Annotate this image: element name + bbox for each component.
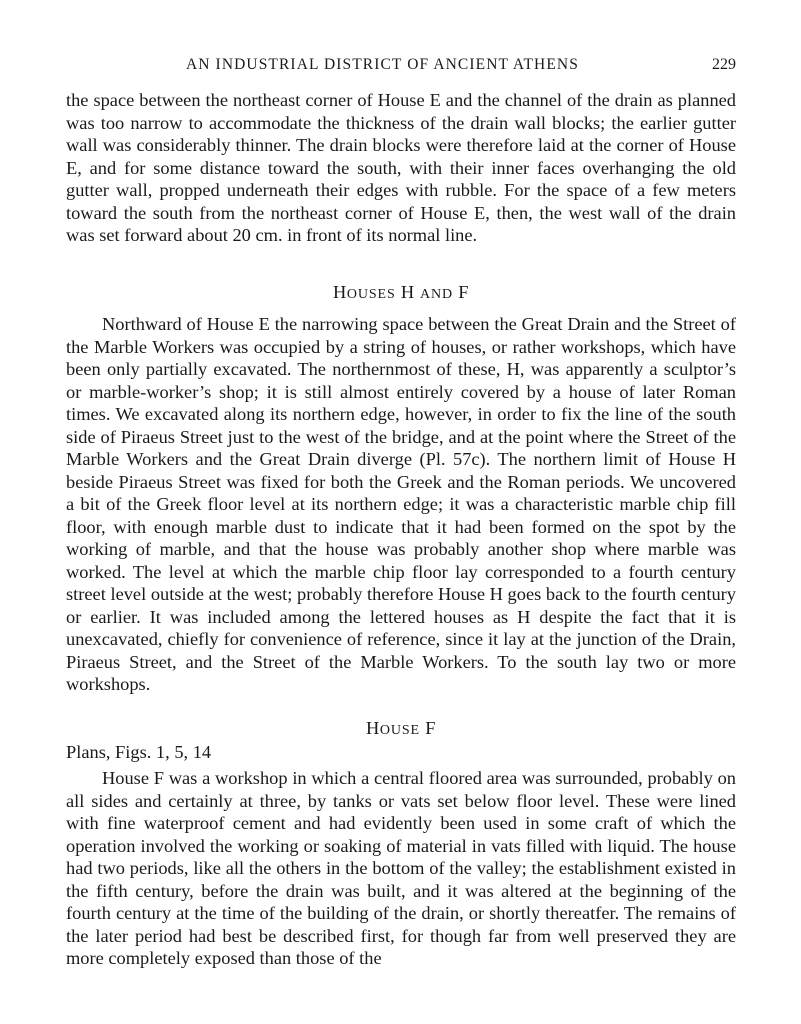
houses-h-f-paragraph: Northward of House E the narrowing space between the Great Drain and the Street of the Marble Workers was occupied by a string of houses, or rather workshops, which have been only partially excavated. The northernmost of these, H, was apparently a sculptor’s or marble-worker’s shop; it is still almost entirely covered by a house of later Roman times. We excavated along its northern edge, however, in order to fix the line of the south side of Piraeus Street just to the west of the bridge, and at the point where the Street of the Marble Workers and the Great Drain diverge (Pl. 57c). The northern limit of House H beside Piraeus Street was fixed for both the Greek and the Roman periods. We uncovered a bit of the Greek floor level at its northern edge; it was a characteristic marble chip fill floor, with enough marble dust to indicate that it had been formed on the spot by the working of marble, and that the house was probably another shop where marble was worked. The level at which the marble chip floor lay corresponded to a fourth century street level outside at the west; probably therefore House H goes back to the fourth century or earlier. It was included among the lettered houses as H despite the fact that it is unexcavated, chiefly for convenience of reference, since it lay at the junction of the Drain, Piraeus Street, and the Street of the Marble Workers. To the south lay two or more workshops. (66, 314, 736, 694)
continued-paragraph: the space between the northeast corner of House E and the channel of the drain as planned was too narrow to accommodate the thickness of the drain wall blocks; the earlier gutter wall was considerably thinner. The drain blocks were therefore laid at the corner of House E, and for some distance toward the south, with their inner faces overhanging the old gutter wall, propped underneath their edges with rubble. For the space of a few meters toward the south from the northeast corner of House E, then, the west wall of the drain was set forward about 20 cm. in front of its normal line. (66, 90, 736, 245)
heading-and: AND (419, 287, 454, 302)
section-heading-house-f (66, 718, 736, 739)
heading-letter-h: H (400, 282, 415, 302)
page-number: 229 (712, 56, 736, 73)
heading-initial: H (365, 718, 380, 738)
houses-h-f-paragraph-block (66, 313, 736, 696)
running-header (66, 56, 736, 80)
running-title: AN INDUSTRIAL DISTRICT OF ANCIENT ATHENS (186, 56, 579, 73)
heading-small-caps: OUSE (379, 723, 421, 738)
heading-initial: H (332, 282, 347, 302)
heading-letter-f: F (425, 718, 437, 738)
house-f-paragraph: House F was a workshop in which a central floored area was surrounded, probably on all sides and certainly at three, by tanks or vats set below floor level. These were lined with fine waterproof cement and had evidently been used in some craft of which the operation involved the working or soaking of material in vats filled with liquid. The house had two periods, like all the others in the bottom of the valley; the establishment existed in the fifth century, before the drain was built, and it was altered at the beginning of the fourth century at the time of the building of the drain, or shortly thereatfer. The remains of the later period had best be described first, for though far from well preserved they are more completely exposed than those of the (66, 768, 736, 968)
section-heading-houses-h-f (66, 282, 736, 303)
heading-letter-f: F (458, 282, 470, 302)
continued-paragraph-block (66, 89, 736, 247)
house-f-paragraph-block (66, 767, 736, 970)
heading-small-caps: OUSES (346, 287, 396, 302)
plans-reference: Plans, Figs. 1, 5, 14 (66, 742, 212, 762)
